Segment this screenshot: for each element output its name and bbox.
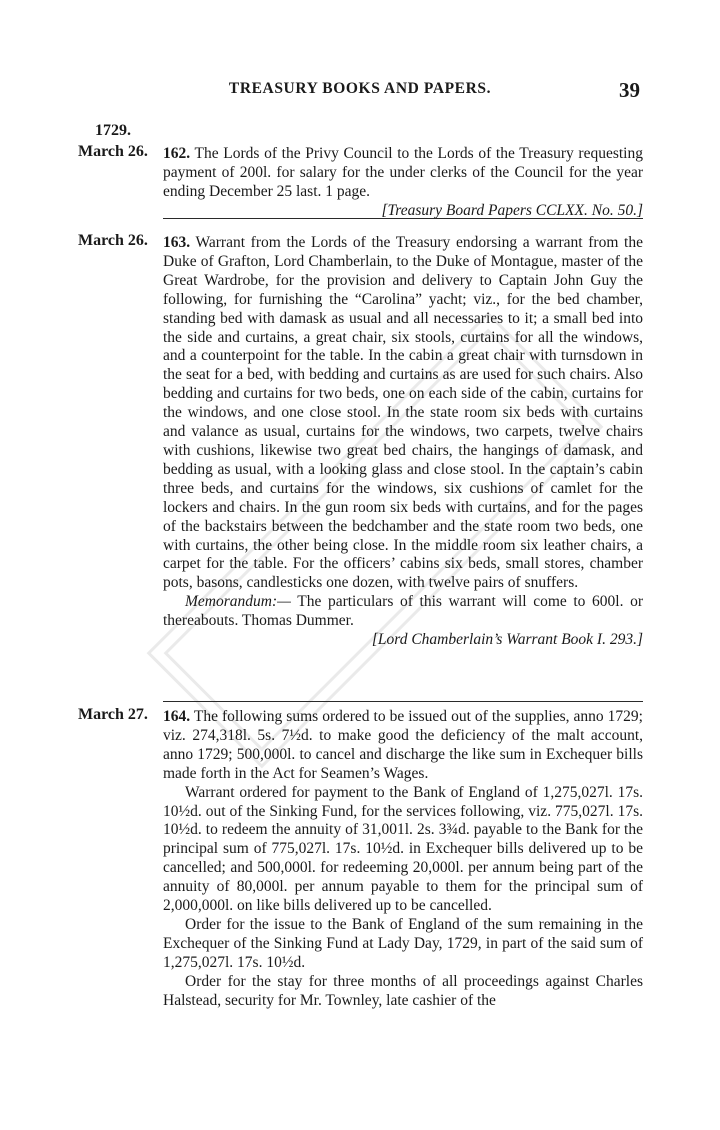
memorandum-label: Memorandum:— <box>185 593 291 611</box>
memorandum <box>163 593 643 631</box>
entry-number: 163. <box>163 234 191 251</box>
entry-paragraph <box>163 708 643 784</box>
source-reference: [Treasury Board Papers CCLXX. No. 50.] <box>381 201 643 219</box>
entry-date: March 26. <box>78 143 148 160</box>
entry-text: Warrant from the Lords of the Treasury endorsing a warrant from the Duke of Grafton, Lord Chamberlain, to the Duke of Montague, master of the Great Wardrobe, for the provision and delivery to Captain John Guy the following, for furnishing the “Carolina” yacht; viz., for the bed chamber, standing bed with damask as usual and all necessaries to it; a small bed into the side and curtains, a great chair, six stools, curtains for all the windows, and a counterpoint for the table. In the cabin a great chair with turnsdown in the seat for a bed, with bedding and curtains as are used for such chairs. Also bedding and curtains for two beds, one on each side of the cabin, curtains for the windows, and one close stool. In the state room six beds with curtains and valance as usual, curtains for the windows, two carpets, twelve chairs with cushions, likewise two great bed chairs, the hangings of damask, and bedding as usual, with a looking glass and close stool. In the captain’s cabin three beds, and curtains for the windows, six cushions of camlet for the lockers and chairs. In the gun room six beds with curtains, and for the pages of the backstairs between the bedchamber and the state room two beds, one with curtains, the other being close. In the middle room six leather chairs, a carpet for the table. For the officers’ cabins six beds, small stores, chamber pots, basons, candlesticks one dozen, with twelve pairs of snuffers. <box>163 234 643 592</box>
entry-text: The Lords of the Privy Council to the Lords of the Treasury requesting payment of 200l. for salary for the under clerks of the Council for the year ending December 25 last. 1 page. <box>163 145 643 200</box>
entry-year: 1729. <box>95 122 131 139</box>
entry-paragraph: Warrant ordered for payment to the Bank of England of 1,275,027l. 17s. 10½d. out of the Sinking Fund, for the services following, viz. 775,027l. 17s. 10½d. to redeem the annuity of 31,001l. 2s. 3¾d. payable to the Bank for the principal sum of 775,027l. 17s. 10½d. in Exchequer bills delivered up to be cancelled; and 500,000l. for redeeming 20,000l. per annum being part of the annuity of 80,000l. per annum payable to them for the principal sum of 2,000,000l. on like bills delivered up to be cancelled. <box>163 783 643 915</box>
entry-number: 164. <box>163 708 191 725</box>
page-number: 39 <box>619 78 640 102</box>
source-reference: [Lord Chamberlain’s Warrant Book I. 293.] <box>371 631 643 649</box>
memorandum-text: The particulars of this warrant will come to 600l. or thereabouts. Thomas Dummer. <box>163 593 643 630</box>
entry-body <box>163 708 643 1011</box>
entry-paragraph <box>163 145 643 202</box>
running-header <box>0 78 720 108</box>
entry-body <box>163 145 643 221</box>
entry-paragraph <box>163 234 643 593</box>
entry-date: March 27. <box>78 706 148 723</box>
section-divider <box>163 218 643 219</box>
entry-text: The following sums ordered to be issued out of the supplies, anno 1729; viz. 274,318l. 5s. 7½d. to make good the deficiency of the malt account, anno 1729; 500,000l. to cancel and discharge the like sum in Exchequer bills made forth in the Act for Seamen’s Wages. <box>163 708 643 782</box>
running-title: TREASURY BOOKS AND PAPERS. <box>228 80 492 97</box>
entry-body <box>163 234 643 650</box>
entry-number: 162. <box>163 145 191 162</box>
entry-date: March 26. <box>78 232 148 249</box>
entry-paragraph: Order for the stay for three months of all proceedings against Charles Halstead, security for Mr. Townley, late cashier of the <box>163 972 643 1009</box>
entry-paragraph: Order for the issue to the Bank of England of the sum remaining in the Exchequer of the Sinking Fund at Lady Day, 1729, in part of the said sum of 1,275,027l. 17s. 10½d. <box>163 915 643 971</box>
section-divider <box>163 701 643 702</box>
